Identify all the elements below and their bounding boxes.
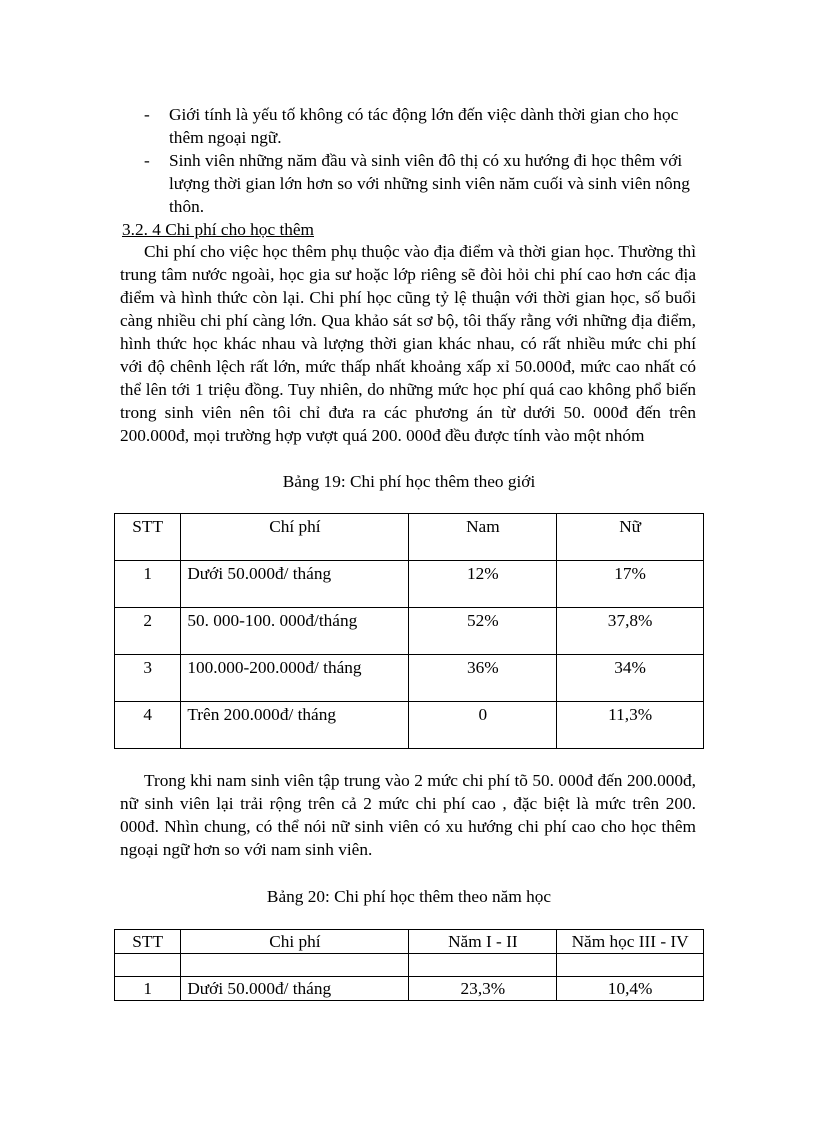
cell-stt: 2 <box>115 608 181 655</box>
dash-marker: - <box>144 105 150 124</box>
bullet-list <box>144 103 704 218</box>
cell-cost: Trên 200.000đ/ tháng <box>181 702 409 749</box>
cell-female: 34% <box>557 655 704 702</box>
table-row <box>115 702 704 749</box>
cell-year-1-2: 23,3% <box>409 977 557 1001</box>
table-row <box>115 655 704 702</box>
cell-year-1-2 <box>409 954 557 977</box>
header-cost: Chi phí <box>181 930 409 954</box>
cell-male: 36% <box>409 655 557 702</box>
paragraph-cost-intro: Chi phí cho việc học thêm phụ thuộc vào địa điểm và thời gian học. Thường thì trung tâm nước ngoài, học gia sư hoặc lớp riêng sẽ đòi hỏi chi phí cao hơn các địa điểm và hình thức còn lại. Chi phí học cũng tỷ lệ thuận với thời gian học, số buổi càng nhiều chi phí càng lớn. Qua khảo sát sơ bộ, tôi thấy rằng với những địa điểm, hình thức học khác nhau và lượng thời gian khác nhau, có rất nhiều mức chi phí với độ chênh lệch rất lớn, mức thấp nhất khoảng xấp xỉ 50.000đ, mức cao nhất có thể lên tới 1 triệu đồng. Tuy nhiên, do những mức học phí quá cao không phổ biến trong sinh viên nên tôi chỉ đưa ra các phương án từ dưới 50. 000đ đến trên 200.000đ, mọi trường hợp vượt quá 200. 000đ đều được tính vào một nhóm <box>120 242 696 445</box>
header-female: Nữ <box>557 514 704 561</box>
cell-female: 11,3% <box>557 702 704 749</box>
cell-cost: Dưới 50.000đ/ tháng <box>181 561 409 608</box>
cell-cost: Dưới 50.000đ/ tháng <box>181 977 409 1001</box>
bullet-text: Sinh viên những năm đầu và sinh viên đô thị có xu hướng đi học thêm với lượng thời gian lớn hơn so với những sinh viên năm cuối và sinh viên nông thôn. <box>169 151 690 216</box>
table-19 <box>114 513 704 749</box>
table-20 <box>114 929 704 1001</box>
cell-stt <box>115 954 181 977</box>
table-row <box>115 954 704 977</box>
header-year-3-4: Năm học III - IV <box>557 930 704 954</box>
table-19-caption: Bảng 19: Chi phí học thêm theo giới <box>282 472 536 491</box>
table-row <box>115 561 704 608</box>
cell-male: 0 <box>409 702 557 749</box>
cell-stt: 1 <box>115 977 181 1001</box>
table-header-row <box>115 514 704 561</box>
table-header-row <box>115 930 704 954</box>
cell-cost: 50. 000-100. 000đ/tháng <box>181 608 409 655</box>
cell-female: 17% <box>557 561 704 608</box>
dash-marker: - <box>144 151 150 170</box>
table-row <box>115 977 704 1001</box>
header-stt: STT <box>115 930 181 954</box>
cell-year-3-4 <box>557 954 704 977</box>
section-heading: 3.2. 4 Chi phí cho học thêm <box>122 220 314 239</box>
cell-year-3-4: 10,4% <box>557 977 704 1001</box>
cell-stt: 1 <box>115 561 181 608</box>
header-stt: STT <box>115 514 181 561</box>
header-year-1-2: Năm I - II <box>409 930 557 954</box>
table-row <box>115 608 704 655</box>
cell-female: 37,8% <box>557 608 704 655</box>
bullet-text: Giới tính là yếu tố không có tác động lớn đến việc dành thời gian cho học thêm ngoại ngữ. <box>169 105 679 147</box>
bullet-item <box>144 103 704 149</box>
header-male: Nam <box>409 514 557 561</box>
cell-male: 52% <box>409 608 557 655</box>
cell-male: 12% <box>409 561 557 608</box>
table-20-caption: Bảng 20: Chi phí học thêm theo năm học <box>266 887 552 906</box>
cell-stt: 3 <box>115 655 181 702</box>
cell-cost: 100.000-200.000đ/ tháng <box>181 655 409 702</box>
paragraph-gender-analysis: Trong khi nam sinh viên tập trung vào 2 mức chi phí tõ 50. 000đ đến 200.000đ, nữ sinh viên lại trải rộng trên cả 2 mức chi phí cao , đặc biệt là mức trên 200. 000đ. Nhìn chung, có thể nói nữ sinh viên có xu hướng chi phí cao cho học thêm ngoại ngữ hơn so với nam sinh viên. <box>120 771 696 859</box>
bullet-item <box>144 149 704 218</box>
cell-cost <box>181 954 409 977</box>
header-cost: Chí phí <box>181 514 409 561</box>
cell-stt: 4 <box>115 702 181 749</box>
